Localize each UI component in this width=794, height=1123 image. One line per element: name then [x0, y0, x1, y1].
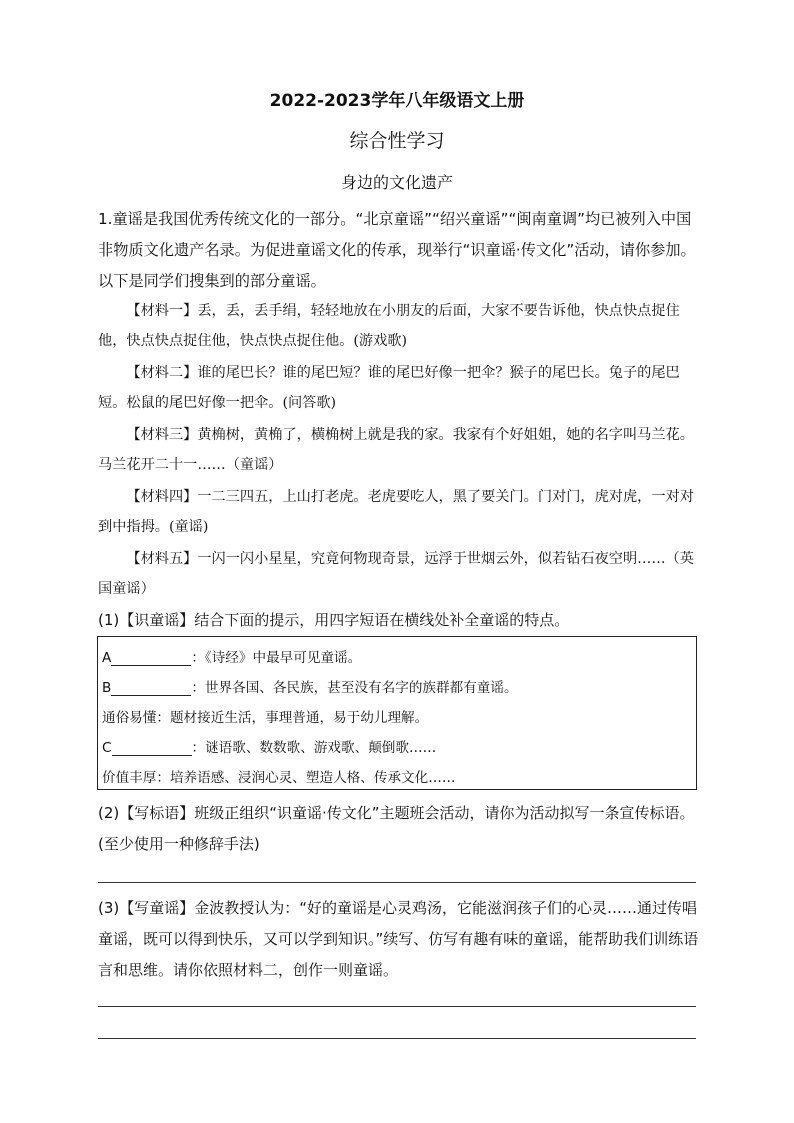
material-text: 丢，丢，丢手绢，轻轻地放在小朋友的后面，大家不要告诉他，快点快点捉住他，快点快点捉住他，快点快点捉住他。(游戏歌) [98, 303, 680, 349]
answer-line-3a[interactable] [98, 1006, 696, 1007]
material-text: 谁的尾巴长？谁的尾巴短？谁的尾巴好像一把伞？猴子的尾巴长。兔子的尾巴短。松鼠的尾巴好像一把伞。(问答歌) [98, 365, 680, 411]
material-text: 黄桷树，黄桷了，横桷树上就是我的家。我家有个好姐姐，她的名字叫马兰花。马兰花开二十一……（童谣） [98, 427, 694, 473]
section-title: 身边的文化遗产 [340, 173, 453, 192]
answer-line-2[interactable] [98, 882, 696, 883]
material-text: 一闪一闪小星星，究竟何物现奇景，远浮于世烟云外，似若钻石夜空明……（英国童谣） [98, 551, 694, 597]
material-label: 【材料一】 [126, 303, 198, 319]
trait-text: ：谜语歌、数数歌、游戏歌、颠倒歌…… [191, 740, 437, 756]
question-1-intro: 1.童谣是我国优秀传统文化的一部分。“北京童谣”“绍兴童谣”“闽南童调”均已被列入中国非物质文化遗产名录。为促进童谣文化的传承，现举行“识童谣·传文化”活动，请你参加。以下是同学们搜集到的部分童谣。 [98, 210, 696, 290]
material-2 [98, 358, 702, 418]
material-label: 【材料三】 [126, 427, 198, 443]
material-4 [98, 482, 702, 542]
trait-row-c [102, 733, 692, 763]
trait-text: ：培养语感、浸润心灵、塑造人格、传承文化…… [156, 770, 456, 786]
trait-key: 价值丰厚 [102, 770, 157, 786]
answer-blank-a[interactable] [111, 647, 191, 666]
material-label: 【材料五】 [126, 551, 198, 567]
trait-row-a [102, 643, 692, 673]
material-label: 【材料四】 [126, 489, 198, 505]
trait-key: A [102, 650, 112, 666]
trait-key: C [102, 740, 112, 756]
part-3-prompt: (3)【写童谣】金波教授认为：“好的童谣是心灵鸡汤，它能滋润孩子们的心灵……通过传唱童谣，既可以得到快乐，又可以学到知识。”续写、仿写有趣有味的童谣，能帮助我们训练语言和思维。请你依照材料二，创作一则童谣。 [98, 899, 699, 979]
trait-row-easy [102, 703, 692, 733]
answer-blank-c[interactable] [112, 737, 192, 756]
trait-key: 通俗易懂 [102, 710, 157, 726]
trait-row-b [102, 673, 692, 703]
material-1 [98, 296, 702, 356]
traits-box [97, 636, 697, 790]
answer-blank-b[interactable] [111, 677, 191, 696]
material-label: 【材料二】 [126, 365, 198, 381]
trait-text: ：题材接近生活，事理普通，易于幼儿理解。 [156, 710, 429, 726]
material-text: 一二三四五，上山打老虎。老虎要吃人，黑了要关门。门对门，虎对虎，一对对到中指拇。(童谣) [98, 489, 694, 535]
trait-text: ：《诗经》中最早可见童谣。 [191, 650, 362, 666]
trait-row-value [102, 763, 692, 793]
material-3 [98, 420, 702, 480]
part-1-prompt: (1)【识童谣】结合下面的提示，用四字短语在横线处补全童谣的特点。 [98, 611, 570, 629]
material-5 [98, 544, 702, 604]
part-2-prompt: (2)【写标语】班级正组织“识童谣·传文化”主题班会活动，请你为活动拟写一条宣传标语。(至少使用一种修辞手法) [98, 804, 695, 853]
trait-key: B [102, 680, 112, 696]
trait-text: ：世界各国、各民族，甚至没有名字的族群都有童谣。 [191, 680, 518, 696]
page-title: 2022-2023学年八年级语文上册 [269, 91, 525, 111]
page-subtitle: 综合性学习 [349, 130, 445, 152]
answer-line-3b[interactable] [98, 1038, 696, 1039]
